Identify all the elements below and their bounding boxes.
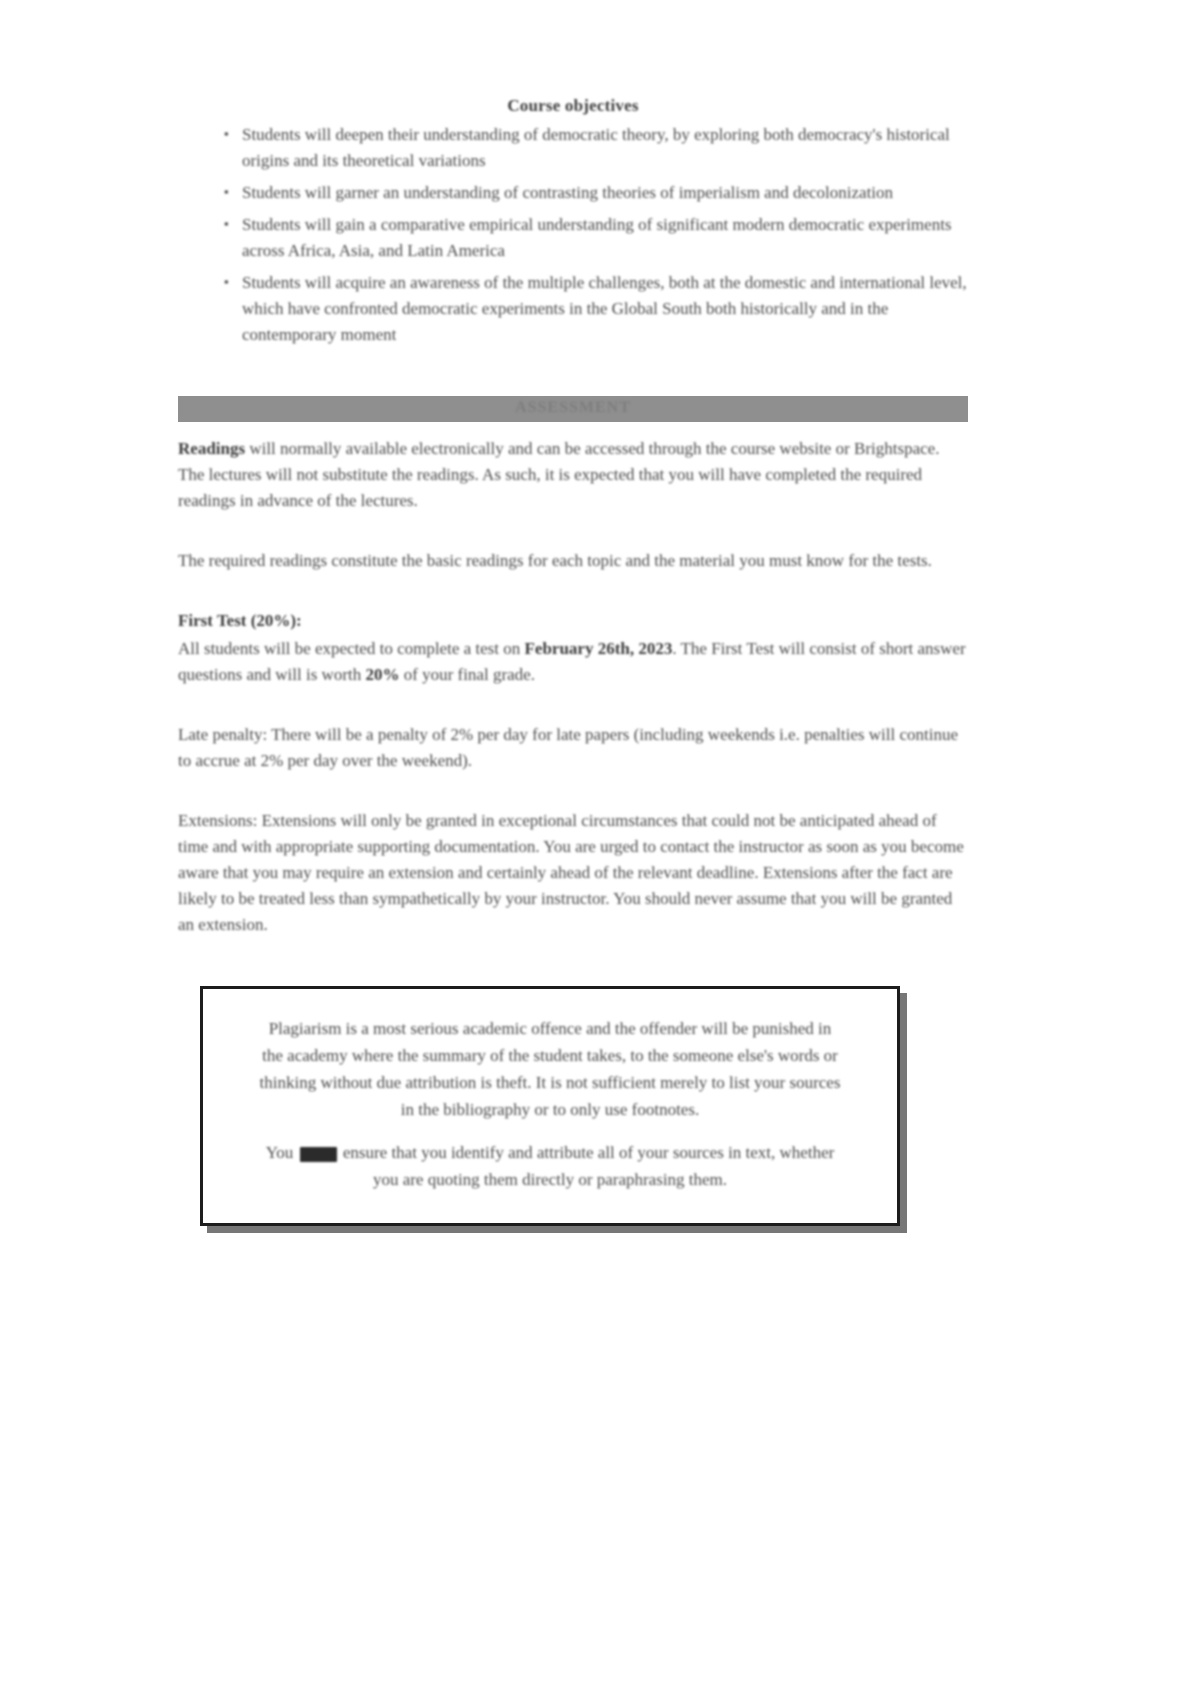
readings-label: Readings xyxy=(178,439,246,458)
readings-paragraph xyxy=(178,436,968,514)
list-item: ▪ Students will acquire an awareness of the multiple challenges, both at the domestic and international level, which have confronted democratic experiments in the Global South both historically and in the contemporary moment xyxy=(224,270,968,348)
assessment-section-band xyxy=(178,396,968,422)
plagiarism-warning-box xyxy=(200,986,900,1226)
plagiarism-text-before: You xyxy=(265,1143,298,1162)
late-penalty-paragraph: Late penalty: There will be a penalty of 2% per day for late papers (including weekends i.e. penalties will continue to accrue at 2% per day over the weekend). xyxy=(178,725,958,770)
course-objectives-list xyxy=(178,122,968,348)
first-test-text-end: of your final grade. xyxy=(399,665,535,684)
course-objectives-heading: Course objectives xyxy=(507,96,639,115)
first-test-text-after: . The First Test will consist of short answer questions and will is worth xyxy=(178,639,966,684)
first-test-weight: 20% xyxy=(365,665,400,684)
readings-text: will normally available electronically and can be accessed through the course website or Brightspace. The lectures will not substitute the readings. As such, it is expected that you will have completed the required readings in advance of the lectures. xyxy=(178,439,940,510)
plagiarism-paragraph-1: Plagiarism is a most serious academic offence and the offender will be punished in the academy where the summary of the student takes, to the someone else's words or thinking without due attribution is theft. It is not sufficient merely to list your sources in the bibliography or to only use footnotes. xyxy=(259,1019,841,1119)
plagiarism-paragraph-2 xyxy=(257,1139,843,1193)
extensions-paragraph: Extensions: Extensions will only be granted in exceptional circumstances that could not be anticipated ahead of time and with appropriate supporting documentation. You are urged to contact the instructor as soon as you become aware that you may require an extension and certainly ahead of the relevant deadline. Extensions after the fact are likely to be treated less than sympathetically by your instructor. You should never assume that you will be granted an extension. xyxy=(178,811,964,934)
required-readings-paragraph: The required readings constitute the basic readings for each topic and the material you must know for the tests. xyxy=(178,551,932,570)
plagiarism-text-after: ensure that you identify and attribute all of your sources in text, whether you are quoting them directly or paraphrasing them. xyxy=(338,1143,835,1189)
list-item: ▪ Students will gain a comparative empirical understanding of significant modern democratic experiments across Africa, Asia, and Latin America xyxy=(224,212,968,264)
assessment-band-label: ASSESSMENT xyxy=(515,399,631,416)
first-test-heading: First Test (20%): xyxy=(178,611,302,630)
first-test-date: February 26th, 2023 xyxy=(524,639,673,658)
list-item: ▪ Students will garner an understanding of contrasting theories of imperialism and decolonization xyxy=(224,180,968,206)
document-content xyxy=(178,96,968,1226)
redacted-word xyxy=(300,1147,337,1162)
first-test-text-before: All students will be expected to complete a test on xyxy=(178,639,525,658)
first-test-paragraph xyxy=(178,636,968,688)
list-item: ▪ Students will deepen their understanding of democratic theory, by exploring both democracy's historical origins and its theoretical variations xyxy=(224,122,968,174)
